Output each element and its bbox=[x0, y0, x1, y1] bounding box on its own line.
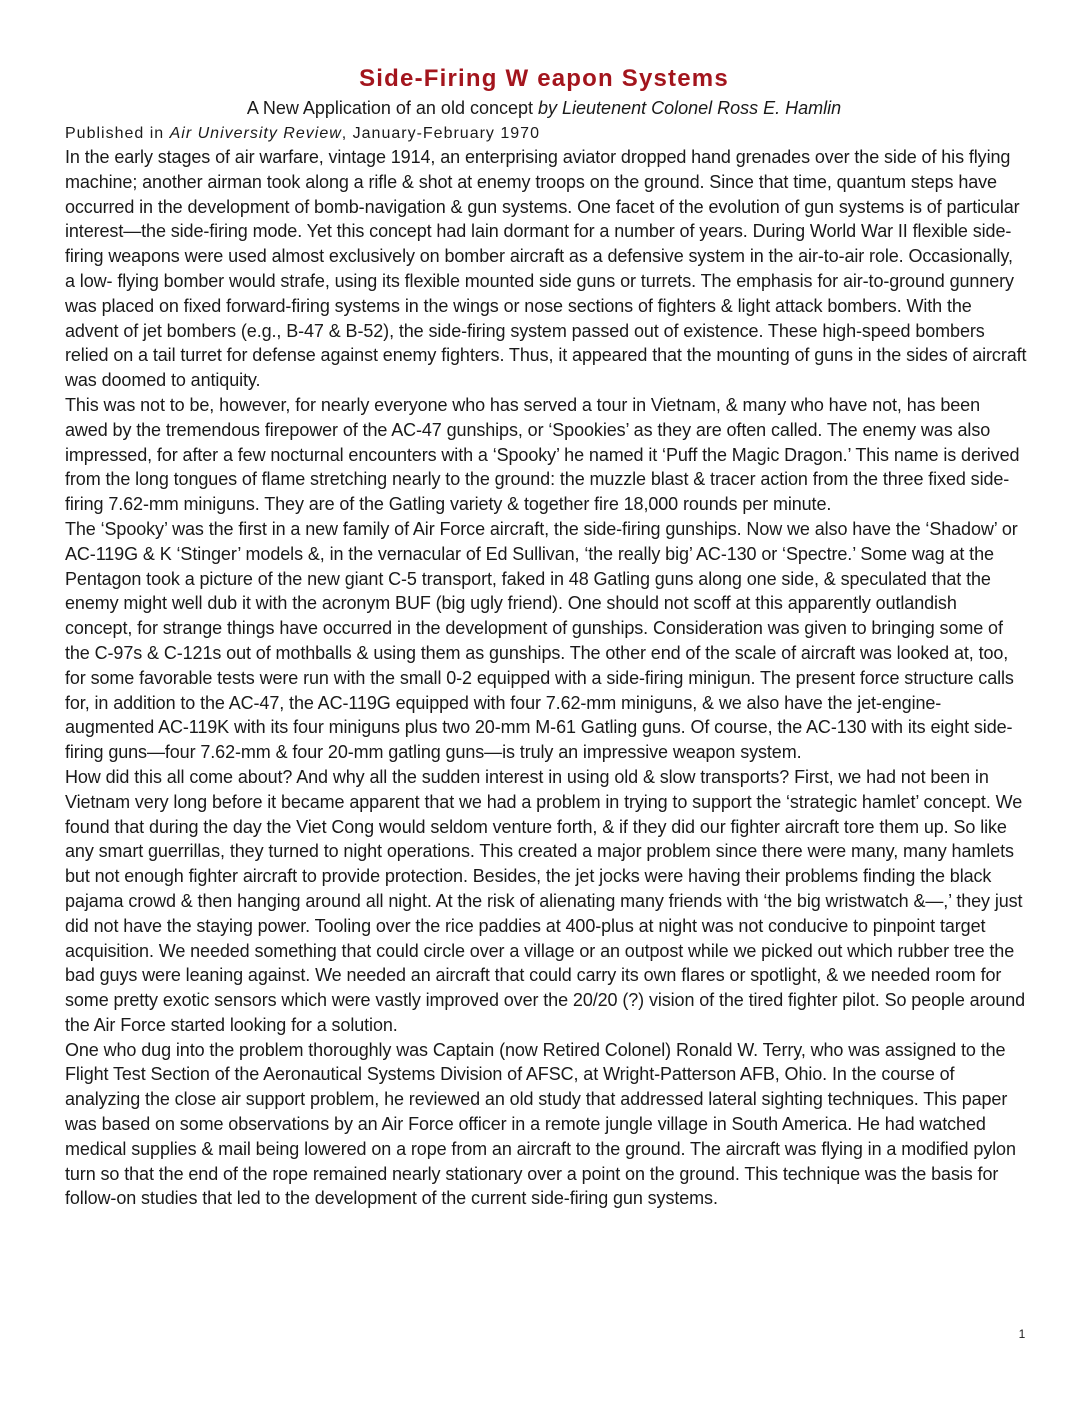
paragraph: In the early stages of air warfare, vintage 1914, an enterprising aviator dropped hand grenades over the side of his flying machine; another airman took along a rifle & shot at enemy troops on the ground. Since that time, quantum steps have occurred in the development of bomb-navigation & gun systems. One facet of the evolution of gun systems is of particular interest—the side-firing mode. Yet this concept had lain dormant for a number of years. During World War II flexible side-firing weapons were used almost exclusively on bomber aircraft as a defensive system in the air-to-air role. Occasionally, a low- flying bomber would strafe, using its flexible mounted side guns or turrets. The emphasis for air-to-ground gunnery was placed on fixed forward-firing systems in the wings or nose sections of fighters & light attack bombers. With the advent of jet bombers (e.g., B-47 & B-52), the side-firing system passed out of existence. These high-speed bombers relied on a tail turret for defense against enemy fighters. Thus, it appeared that the mounting of guns in the sides of aircraft was doomed to antiquity. bbox=[65, 147, 1027, 391]
publication-date: , January-February 1970 bbox=[341, 125, 540, 142]
publication-line bbox=[65, 123, 540, 145]
subtitle-text: A New Application of an old concept bbox=[246, 98, 539, 118]
paragraph: The ‘Spooky’ was the first in a new family of Air Force aircraft, the side-firing gunships. Now we also have the ‘Shadow’ or AC-119G & K ‘Stinger’ models &, in the vernacular of Ed Sullivan, ‘the really big’ AC-130 or ‘Spectre.’ Some wag at the Pentagon took a picture of the new giant C-5 transport, faked in 48 Gatling guns along one side, & speculated that the enemy might well dub it with the acronym BUF (big ugly friend). One should not scoff at this apparently outlandish concept, for strange things have occurred in the development of gunships. Consideration was given to bringing some of the C-97s & C-121s out of mothballs & using them as gunships. The other end of the scale of aircraft was looked at, too, for some favorable tests were run with the small 0-2 equipped with a side-firing minigun. The present force structure calls for, in addition to the AC-47, the AC-119G equipped with four 7.62-mm miniguns, & we also have the jet-engine-augmented AC-119K with its four miniguns plus two 20-mm M-61 Gatling guns. Of course, the AC-130 with its eight side-firing guns—four 7.62-mm & four 20-mm gatling guns—is truly an impressive weapon system. bbox=[65, 518, 1018, 763]
publication-prefix: Published in bbox=[65, 125, 170, 142]
paragraph: How did this all come about? And why all the sudden interest in using old & slow transports? First, we had not been in Vietnam very long before it became apparent that we had a problem in trying to support the ‘strategic hamlet’ concept. We found that during the day the Viet Cong would seldom venture forth, & if they did our fighter aircraft tore them up. So like any smart guerrillas, they turned to night operations. This created a major problem since there were many, many hamlets but not enough fighter aircraft to provide protection. Besides, the jet jocks were having their problems finding the black pajama crowd & then hanging around all night. At the risk of alienating many friends with ‘the big wristwatch &—,’ they just did not have the staying power. Tooling over the rice paddies at 400-plus at night was not conducive to pinpoint target acquisition. We needed something that could circle over a village or an outpost while we picked out which rubber tree the bad guys were leaning against. We needed an aircraft that could carry its own flares or spotlight, & we needed room for some pretty exotic sensors which were vastly improved over the 20/20 (?) vision of the tired fighter pilot. So people around the Air Force started looking for a solution. bbox=[65, 766, 1026, 1035]
page-number: 1 bbox=[1018, 1327, 1026, 1341]
article-body bbox=[65, 145, 1027, 1211]
document-title: Side-Firing W eapon Systems bbox=[359, 65, 729, 92]
paragraph: One who dug into the problem thoroughly was Captain (now Retired Colonel) Ronald W. Terry, who was assigned to the Flight Test Section of the Aeronautical Systems Division of AFSC, at Wright-Patterson AFB, Ohio. In the course of analyzing the close air support problem, he reviewed an old study that addressed lateral sighting techniques. This paper was based on some observations by an Air Force officer in a remote jungle village in South America. He had watched medical supplies & mail being lowered on a rope from an aircraft to the ground. The aircraft was flying in a modified pylon turn so that the end of the rope remained nearly stationary over a point on the ground. This technique was the basis for follow-on studies that led to the development of the current side-firing gun systems. bbox=[65, 1039, 1016, 1209]
paragraph: This was not to be, however, for nearly everyone who has served a tour in Vietnam, & many who have not, has been awed by the tremendous firepower of the AC-47 gunships, or ‘Spookies’ as they are often called. The enemy was also impressed, for after a few nocturnal encounters with a ‘Spooky’ he named it ‘Puff the Magic Dragon.’ This name is derived from the long tongues of flame stretching nearly to the ground: the muzzle blast & tracer action from the three fixed side-firing 7.62-mm miniguns. They are of the Gatling variety & together fire 18,000 rounds per minute. bbox=[65, 394, 1020, 515]
author-byline: by Lieutenent Colonel Ross E. Hamlin bbox=[538, 98, 842, 118]
journal-name: Air University Review bbox=[169, 125, 342, 142]
document-subtitle bbox=[0, 96, 1088, 120]
